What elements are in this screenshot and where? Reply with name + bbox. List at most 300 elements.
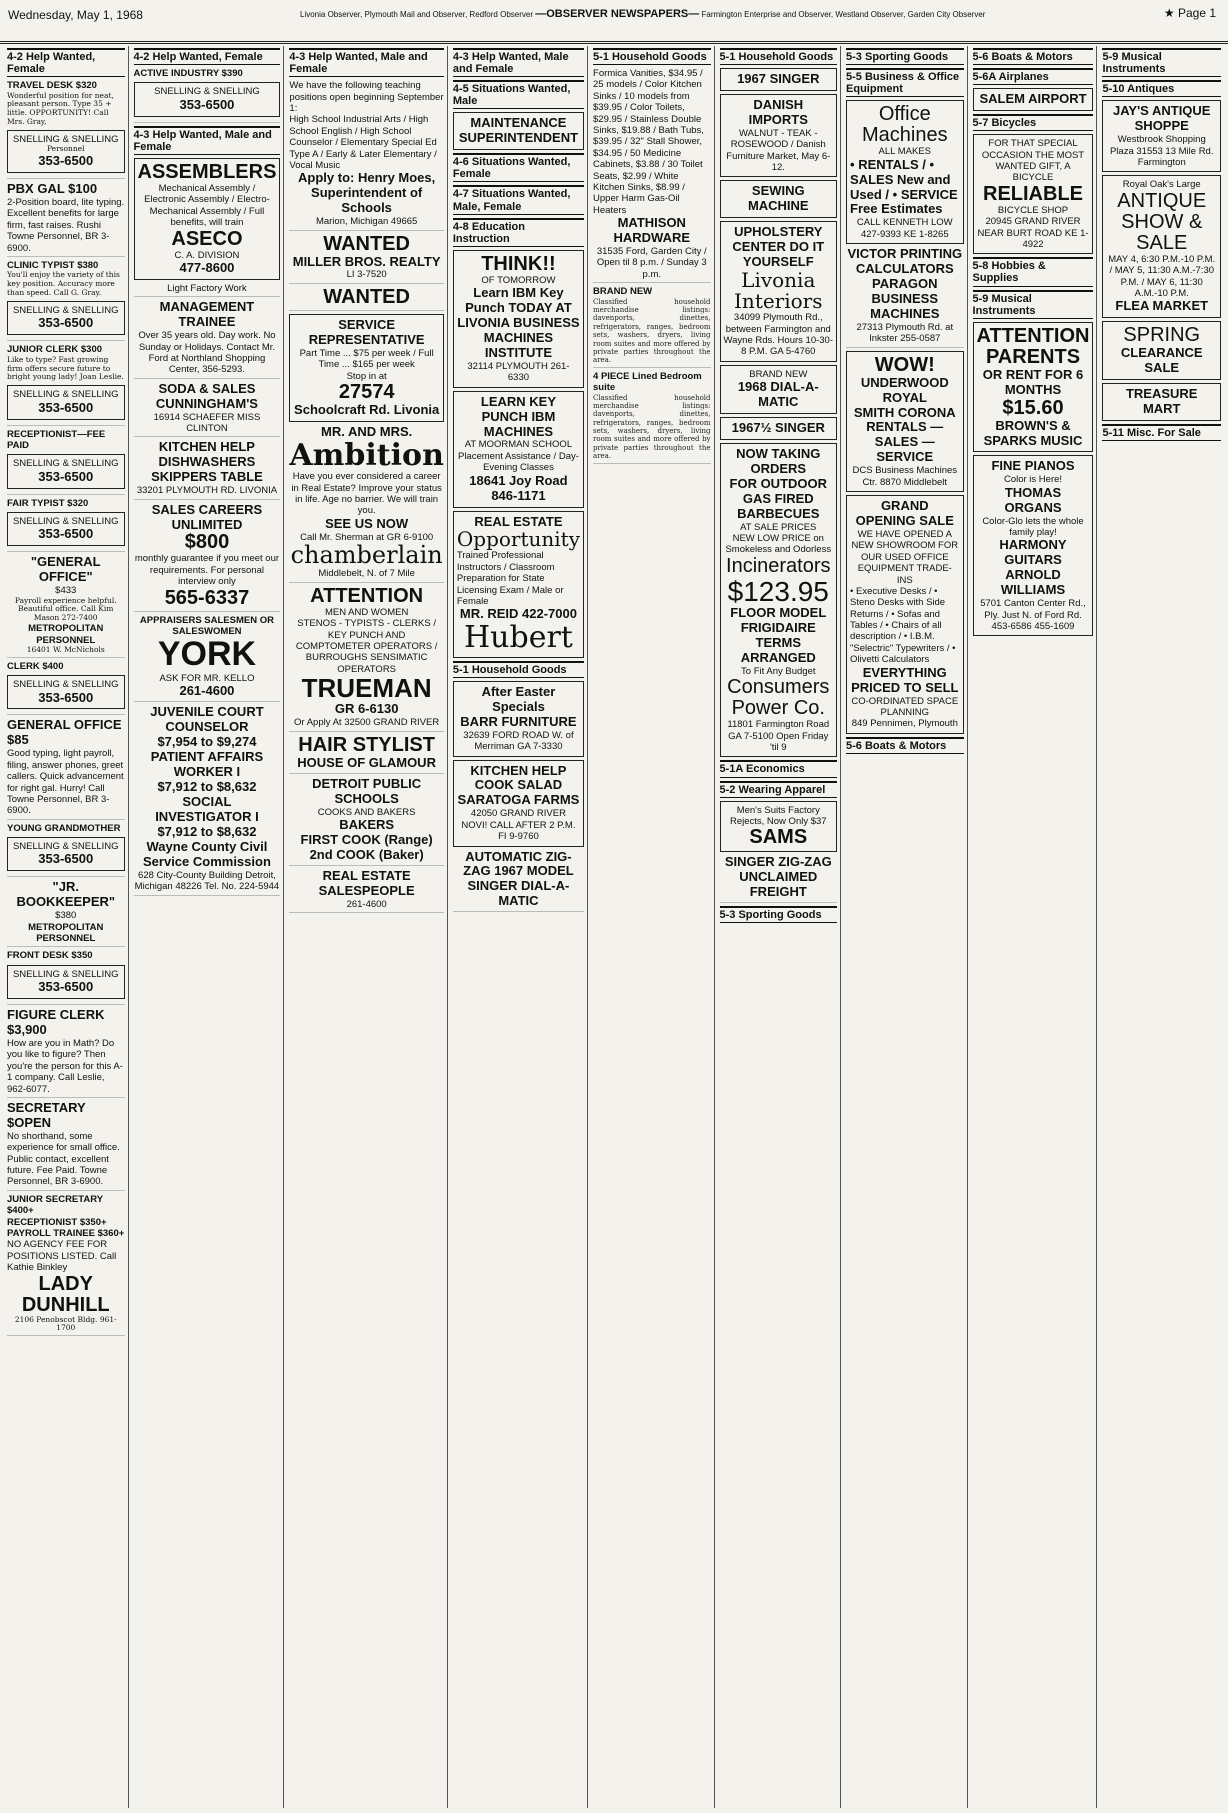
classified-ad: [7, 555, 125, 657]
ad-title: VICTOR PRINTING CALCULATORS: [847, 246, 963, 277]
section-heading: 5-10 Antiques: [1102, 80, 1221, 97]
section-heading: 5-3 Sporting Goods: [846, 48, 964, 65]
company-address: 33201 PLYMOUTH RD. LIVONIA: [136, 485, 278, 497]
classified-ad: [1102, 321, 1221, 380]
ad-sub: AT SALE PRICES: [740, 521, 817, 533]
ad-sub: RENTALS — SALES — SERVICE: [866, 419, 944, 465]
agency-name: SNELLING & SNELLING: [154, 86, 260, 98]
classified-ad: [453, 681, 584, 757]
classified-ad: [7, 182, 125, 257]
job-title: BAKERS: [339, 816, 395, 832]
brand-name: HARMONY GUITARS: [999, 537, 1067, 568]
ad-price: $800: [184, 531, 230, 554]
ad-title: GRAND OPENING SALE: [855, 498, 954, 529]
ad-title: WANTED: [323, 232, 410, 255]
classified-ad: [720, 68, 838, 91]
ad-body: STENOS - TYPISTS - CLERKS / KEY PUNCH AND COMPTOMETER OPERATORS / BURROUGHS SENSIMATIC OPERATORS: [295, 618, 438, 675]
ad-dates: MAY 4, 6:30 P.M.-10 P.M. / MAY 5, 11:30 A.M.-7:30 P.M. / MAY 6, 11:30 A.M.-10 P.M.: [1108, 253, 1216, 299]
ad-sub: OR RENT FOR 6 MONTHS: [982, 366, 1084, 397]
section-heading: 4-3 Help Wanted, Male and Female: [453, 48, 584, 77]
section-heading: 5-1 Household Goods: [720, 48, 838, 65]
ad-title: ATTENTION: [310, 584, 424, 607]
section-heading: 4-6 Situations Wanted, Female: [453, 153, 584, 182]
ad-title: Men's Suits Factory Rejects, Now Only $37: [729, 804, 827, 828]
section-heading: 5-6 Boats & Motors: [973, 48, 1094, 65]
classified-ad: [720, 801, 838, 853]
classified-ad: [134, 158, 281, 280]
section-heading: 4-3 Help Wanted, Male and Female: [289, 48, 443, 77]
classified-ad: [453, 391, 584, 508]
company-address: 31535 Ford, Garden City / Open til 8 p.m. / Sunday 3 p.m.: [596, 246, 707, 280]
section-heading: 5-9 Musical Instruments: [973, 290, 1094, 319]
company-name: CUNNINGHAM'S: [155, 395, 258, 411]
company-name: BARR FURNITURE: [460, 713, 577, 729]
agency-address: 16401 W. McNichols: [26, 644, 105, 654]
ad-kicker: NOW TAKING ORDERS: [736, 445, 821, 476]
company-sub: C. A. DIVISION: [174, 249, 240, 261]
ad-title: FOR OUTDOOR GAS FIRED BARBECUES: [729, 475, 828, 521]
agency-phone: 353-6500: [38, 468, 94, 484]
classified-ad: [720, 855, 838, 903]
ad-kicker: MR. AND MRS.: [321, 423, 413, 439]
papers-right: Farmington Enterprise and Observer, Westland Observer, Garden City Observer: [701, 10, 986, 19]
ad-title: MANAGEMENT TRAINEE: [159, 299, 255, 330]
section-heading: 5-11 Misc. For Sale: [1102, 424, 1221, 441]
column-9: [1099, 46, 1224, 1808]
agency-phone: 353-6500: [38, 689, 94, 705]
ad-body: Wonderful position for neat, pleasant person. Type 35 + little. OPPORTUNITY! Call Mrs. Gray,: [7, 90, 114, 127]
ad-body: FOR THAT SPECIAL OCCASION THE MOST WANTED GIFT, A BICYCLE: [981, 138, 1085, 184]
classified-ad: [846, 495, 964, 734]
ad-title: PAYROLL TRAINEE $360+: [7, 1228, 125, 1240]
ad-contact: Apply to: Henry Moes, Superintendent of Schools: [298, 170, 436, 216]
classified-ad: [973, 134, 1094, 254]
classified-ad: [593, 286, 711, 368]
classified-ad: [7, 823, 125, 878]
ad-title: 4 PIECE Lined Bedroom suite: [593, 370, 702, 394]
ad-title: SALES CAREERS UNLIMITED: [151, 501, 263, 532]
ad-body: Over 35 years old. Day work. No Sunday or Holidays. Contact Mr. Ford at Northland Shopping Center, 356-5293.: [138, 330, 276, 376]
ad-phone: 261-4600: [346, 898, 387, 910]
classified-ad: [973, 88, 1094, 111]
ad-title: Opportunity: [456, 527, 581, 552]
company-name: YORK: [157, 635, 257, 674]
ad-title: KITCHEN HELP COOK SALAD: [470, 762, 567, 793]
ad-address: Schoolcraft Rd. Livonia: [294, 401, 440, 417]
ad-title: SPRING: [1123, 324, 1201, 347]
job-title: PATIENT AFFAIRS WORKER I: [150, 749, 264, 780]
section-heading: 5-6A Airplanes: [973, 68, 1094, 85]
classified-ad: [7, 661, 125, 716]
ad-title: Light Factory Work: [167, 282, 247, 294]
job-pay: $7,912 to $8,632: [157, 779, 257, 795]
brand-name: ROYAL: [882, 389, 927, 405]
ad-title: Incinerators: [726, 554, 831, 577]
classified-ad: [289, 80, 443, 230]
classified-ad: [134, 68, 281, 123]
company-address: 42050 GRAND RIVER NOVI! CALL AFTER 2 P.M. FI 9-9760: [461, 808, 576, 843]
ad-title: FINE PIANOS: [991, 458, 1075, 474]
ad-title: CLINIC TYPIST $380: [7, 260, 99, 272]
classified-ad: [289, 777, 443, 866]
section-heading: 4-3 Help Wanted, Male and Female: [134, 126, 281, 155]
company-sub: BICYCLE SHOP: [997, 204, 1069, 216]
section-heading: 5-2 Wearing Apparel: [720, 781, 838, 798]
ad-title: SECRETARY $OPEN: [7, 1100, 86, 1130]
ad-title: APPRAISERS SALESMEN OR SALESWOMEN: [139, 614, 274, 638]
ad-note: NO AGENCY FEE FOR POSITIONS LISTED. Call Kathie Binkley: [7, 1239, 117, 1274]
company-name: SARATOGA FARMS: [457, 792, 580, 808]
ad-title: LEARN KEY PUNCH IBM MACHINES: [480, 393, 556, 439]
classified-ad: [973, 322, 1094, 453]
ad-terms-sub: To Fit Any Budget: [741, 665, 816, 677]
ad-phone: 565-6337: [164, 586, 250, 609]
section-heading: 5-8 Hobbies & Supplies: [973, 257, 1094, 286]
ad-contact: ASK FOR MR. KELLO: [159, 673, 255, 685]
company-name: ASECO: [171, 227, 243, 250]
classified-ad: [593, 371, 711, 464]
company-address: DCS Business Machines Ctr. 8870 Middlebelt: [852, 465, 958, 488]
classified-ad: [289, 869, 443, 913]
agency-name: SNELLING & SNELLING: [12, 968, 119, 980]
agency-name: METROPOLITAN PERSONNEL: [28, 921, 104, 945]
agency-name: SNELLING & SNELLING: [12, 679, 119, 691]
ad-title: BRAND NEW: [593, 286, 653, 298]
job-title: FIRST COOK (Range): [300, 831, 433, 847]
classified-ad: [973, 455, 1094, 636]
section-heading: 5-3 Sporting Goods: [720, 906, 838, 923]
ad-title: ATTENTION PARENTS: [976, 324, 1090, 368]
ad-title: SINGER ZIG-ZAG: [724, 854, 832, 870]
ad-body: Like to type? Fast growing firm offers secure future to bright young lady! Joan Leslie.: [7, 354, 124, 382]
company-phone: 453-6586 455-1609: [991, 620, 1075, 632]
classified-ad: [7, 1008, 125, 1098]
job-pay: $7,912 to $8,632: [157, 823, 257, 839]
classified-ad: [134, 283, 281, 297]
ad-address: Marion, Michigan 49665: [315, 216, 418, 228]
column-5: [590, 46, 715, 1808]
company-name: RELIABLE: [983, 182, 1083, 205]
agency-phone: 353-6500: [38, 399, 94, 415]
ad-title: AUTOMATIC ZIG-ZAG 1967 MODEL: [463, 848, 574, 879]
ad-title: TREASURE MART: [1125, 386, 1198, 417]
section-heading: 5-1A Economics: [720, 760, 838, 777]
ad-body: Have you ever considered a career in Real Estate? Improve your status in life. Age no barrier. We will train you.: [291, 471, 442, 517]
price-list: Formica Vanities, $34.95 / 25 models / Color Kitchen Sinks / 10 models from $39.95 / Color Toilets, $29.95 / Stainless Double Sinks, $19.88 / Bath Tubs, $39.95 / 32" Stall Shower, $34.95 / 50 Medicine Cabinets, $3.88 / 30 Toilet Seats, $2.99 / White Kitchen Sinks, $8.99 / Upper Harm Gas-Oil Heaters: [593, 68, 704, 216]
classified-ad: [134, 503, 281, 612]
section-heading: 5-1 Household Goods: [453, 661, 584, 678]
agency-phone: 353-6500: [38, 315, 94, 331]
column-6: [717, 46, 842, 1808]
ad-price: $380: [55, 910, 77, 922]
ad-pay: Part Time ... $75 per week / Full Time ... $165 per week: [299, 347, 434, 371]
company-name: MATHISON HARDWARE: [613, 215, 691, 246]
agency-name: SNELLING & SNELLING: [12, 458, 119, 470]
ad-sub: MEN AND WOMEN: [324, 606, 409, 618]
agency-name: SNELLING & SNELLING: [12, 133, 119, 145]
ad-body: Placement Assistance / Day-Evening Classes: [457, 450, 579, 474]
papers-line: [300, 8, 990, 20]
ad-title: KITCHEN HELP DISHWASHERS: [158, 439, 256, 470]
section-heading: 5-9 Musical Instruments: [1102, 48, 1221, 77]
classified-ad: [289, 735, 443, 774]
ad-intro: We have the following teaching positions open beginning September 1:: [289, 80, 444, 114]
ad-body: Payroll experience helpful. Beautiful office. Call Kim Mason 272-7400: [14, 595, 117, 623]
company-address: Middlebelt, N. of 7 Mile: [318, 568, 415, 580]
papers-left: Livonia Observer, Plymouth Mail and Observer, Redford Observer: [300, 10, 533, 19]
ad-body: WALNUT - TEAK - ROSEWOOD / Danish Furniture Market, May 6-12.: [726, 127, 831, 174]
company-address: 11801 Farmington Road GA 7-5100 Open Friday 'til 9: [727, 719, 830, 754]
brand-name: —OBSERVER NEWSPAPERS—: [535, 8, 700, 20]
classified-columns: [4, 46, 1224, 1808]
company-phone: 477-8600: [179, 259, 235, 275]
company-name: Consumers Power Co.: [727, 676, 830, 720]
classified-ad: [593, 68, 711, 283]
ad-body: Learn IBM Key Punch TODAY AT: [465, 285, 572, 316]
classified-ad: [7, 429, 125, 495]
ad-title: SERVICE REPRESENTATIVE: [308, 316, 425, 347]
ad-title: 1967 SINGER: [737, 71, 820, 87]
masthead: [0, 0, 1228, 44]
classified-ad: [846, 100, 964, 244]
ad-title: ASSEMBLERS: [137, 161, 277, 183]
ad-title: JUNIOR CLERK $300: [7, 344, 103, 356]
ad-title: WOW!: [874, 353, 935, 376]
ad-title: SODA & SALES: [158, 380, 256, 396]
company-name: HOUSE OF GLAMOUR: [297, 754, 436, 770]
classified-ad: [846, 351, 964, 492]
ad-price: $15.60: [1002, 396, 1064, 419]
ad-body: How are you in Math? Do you like to figure? Then you're the person for this A-1 company. Call Leslie, 962-6077.: [7, 1038, 123, 1095]
ad-title: "GENERAL OFFICE": [30, 554, 101, 585]
classified-ad: [453, 760, 584, 847]
company-name: AT MOORMAN SCHOOL: [464, 439, 573, 451]
company-address: 18641 Joy Road 846-1171: [469, 472, 568, 503]
agency-phone: 353-6500: [38, 526, 94, 542]
ad-kicker: BRAND NEW: [749, 368, 808, 380]
column-3: [286, 46, 447, 1808]
ad-body: Trained Professional Instructors / Classroom Preparation for State Licensing Exam / Male or Female: [456, 550, 564, 608]
classified-ad: [1102, 175, 1221, 318]
ad-title: YOUNG GRANDMOTHER: [7, 822, 121, 834]
ad-title: 1967½ SINGER: [731, 419, 825, 435]
ad-sub: FLEA MARKET: [1115, 298, 1209, 314]
classified-ad: [453, 250, 584, 388]
ad-title: MAINTENANCE SUPERINTENDENT: [458, 115, 579, 146]
ad-body: Mechanical Assembly / Electronic Assembly / Electro-Mechanical Assembly / Full benefits, will train: [144, 183, 270, 229]
ad-number: 27574: [338, 380, 395, 403]
classified-ad: [7, 718, 125, 819]
ad-terms: TERMS ARRANGED: [740, 635, 816, 665]
issue-date: Wednesday, May 1, 1968: [8, 8, 143, 22]
company-address: 849 Pennimen, Plymouth: [851, 718, 958, 730]
page-number: ★ Page 1: [1163, 6, 1216, 20]
company-name: LIVONIA BUSINESS MACHINES INSTITUTE: [457, 315, 580, 360]
classified-ad: [134, 440, 281, 499]
section-heading: 4-8 Education Instruction: [453, 218, 584, 247]
ad-contact: Call Mr. Sherman at GR 6-9100: [300, 531, 434, 543]
ad-body: monthly guarantee if you meet our requirements. For personal interview only: [134, 553, 280, 588]
column-4: [450, 46, 588, 1808]
company-name: TRUEMAN: [301, 673, 432, 704]
classified-ad: [453, 112, 584, 150]
classified-ad: [7, 80, 125, 179]
ad-body: 2-Position board, lite typing. Excellent benefits for large firm, fast raises. Rushi Towne Personnel, BR 3-6900.: [7, 197, 125, 254]
ad-body: No shorthand, some experience for small office. Public contact, excellent future. Fee Paid. Towne Personnel, BR 3-6900.: [7, 1130, 120, 1188]
column-2: [131, 46, 285, 1808]
agency-phone: 353-6500: [179, 96, 235, 112]
ad-cta: EVERYTHING PRICED TO SELL: [851, 664, 959, 695]
company-address: 20945 GRAND RIVER NEAR BURT ROAD KE 1-4922: [977, 216, 1089, 250]
ad-sub: COOKS AND BAKERS: [317, 806, 416, 818]
section-heading: 5-7 Bicycles: [973, 114, 1094, 131]
classified-ad: [134, 615, 281, 703]
ad-body: Classified household merchandise listings: davenports, dinettes, refrigerators, ranges, bedroom sets, washers, dryers, living room suites and more offered by private parties throughout the area.: [593, 297, 711, 365]
ad-title: FIGURE CLERK $3,900: [7, 1007, 105, 1038]
column-7: [843, 46, 968, 1808]
brand-name: SMITH CORONA: [853, 404, 956, 420]
ad-kicker: Royal Oak's Large: [1122, 179, 1201, 191]
classified-ad: [720, 417, 838, 440]
classified-ad: [453, 850, 584, 913]
ad-body: Good typing, light payroll, filing, answer phones, greet callers. Quick advancement for right gal. Hurry! Call Towne Personnel, BR 3-6900.: [7, 748, 124, 817]
classified-ad: [289, 586, 443, 732]
agency-phone: 353-6500: [38, 979, 94, 995]
ad-body: High School Industrial Arts / High School English / High School Counselor / Elementary Special Ed Type A / Early & Later Elementary / Vocal Music: [289, 114, 437, 171]
ad-body: Classified household merchandise listings: davenports, dinettes, refrigerators, ranges, bedroom sets, washers, dryers, living room suites and more offered by private parties throughout the area.: [593, 393, 711, 461]
company-name: BROWN'S & SPARKS MUSIC: [983, 417, 1083, 448]
ad-title: CLERK $400: [7, 660, 64, 672]
ad-body: WE HAVE OPENED A NEW SHOWROOM FOR OUR USED OFFICE EQUIPMENT TRADE-INS: [851, 528, 959, 586]
ad-title: SINGER DIAL-A-MATIC: [467, 878, 570, 909]
ad-contact: MR. REID 422-7000: [459, 606, 577, 622]
agency-phone: 353-6500: [38, 851, 94, 867]
company-address: 34099 Plymouth Rd., between Farmington and Wayne Rds. Hours 10-30-8 P.M. GA 5-4760: [723, 312, 833, 358]
ad-title: Ambition: [289, 437, 444, 473]
classified-ad: [289, 234, 443, 284]
classified-ad: [7, 344, 125, 425]
ad-stop: Stop in at: [346, 370, 387, 382]
agency-name: SNELLING & SNELLING: [12, 304, 119, 316]
classified-ad: [720, 221, 838, 361]
section-heading: 5-5 Business & Office Equipment: [846, 68, 964, 97]
ad-title: 1968 DIAL-A-MATIC: [737, 379, 819, 410]
ad-title: DANISH IMPORTS: [748, 97, 808, 127]
classified-ad: [7, 498, 125, 553]
classified-ad: [720, 443, 838, 758]
classified-ad: [453, 511, 584, 658]
company-name: ARNOLD WILLIAMS: [1000, 567, 1066, 598]
classified-ad: [289, 314, 443, 422]
ad-title: UPHOLSTERY CENTER DO IT YOURSELF: [732, 224, 825, 270]
ad-sub: FLOOR MODEL FRIGIDAIRE: [730, 605, 827, 636]
section-heading: 4-7 Situations Wanted, Male, Female: [453, 185, 584, 214]
agency-name: SNELLING & SNELLING: [12, 841, 119, 853]
classified-ad: [7, 1194, 125, 1336]
company-name: JAY'S ANTIQUE SHOPPE: [1112, 103, 1211, 134]
ad-title: HAIR STYLIST: [298, 733, 435, 756]
classified-ad: [289, 425, 443, 583]
ad-price: $433: [55, 585, 77, 597]
ad-title: Office Machines: [861, 103, 948, 147]
ad-title: FAIR TYPIST $320: [7, 497, 89, 509]
company-address: 16914 SCHAEFER MISS CLINTON: [153, 411, 261, 434]
section-heading: 5-6 Boats & Motors: [846, 737, 964, 754]
ad-title: ANTIQUE SHOW & SALE: [1117, 189, 1207, 254]
classified-ad: [1102, 100, 1221, 172]
agency-name: SNELLING & SNELLING: [12, 389, 119, 401]
classified-ad: [7, 260, 125, 341]
ad-price: $123.95: [727, 575, 829, 607]
ad-title: REAL ESTATE SALESPEOPLE: [318, 867, 415, 898]
job-title: 2nd COOK (Baker): [309, 846, 424, 862]
classified-ad: [1102, 383, 1221, 421]
ad-title: DETROIT PUBLIC SCHOOLS: [312, 775, 422, 806]
company-address: 32639 FORD ROAD W. of Merriman GA 7-3330: [463, 729, 574, 753]
company-phone: LI 3-7520: [346, 269, 387, 281]
agency-name: SNELLING & SNELLING: [12, 516, 119, 528]
brand-name: UNDERWOOD: [860, 374, 949, 390]
classified-ad: [134, 300, 281, 378]
company-phone: GR 6-6130: [334, 701, 399, 717]
ad-body: • RENTALS / • SALES New and Used / • SERVICE Free Estimates: [850, 156, 958, 217]
ad-title: JUNIOR SECRETARY $400+: [7, 1193, 103, 1217]
classified-ad: [720, 94, 838, 177]
agency-address: 2106 Penobscot Bldg. 961-1700: [14, 1314, 117, 1333]
ad-title: RECEPTIONIST $350+: [7, 1216, 107, 1228]
section-heading: 4-5 Situations Wanted, Male: [453, 80, 584, 109]
company-address: Westbrook Shopping Plaza 31553 13 Mile Rd. Farmington: [1109, 134, 1214, 168]
ad-kicker: REAL ESTATE: [474, 513, 563, 529]
company-address: 5701 Canton Center Rd., Ply. Just N. of Ford Rd.: [980, 598, 1086, 621]
ad-sub: CLEARANCE SALE: [1120, 345, 1203, 376]
ad-sub: UNCLAIMED FREIGHT: [739, 869, 818, 900]
classified-ad: [289, 287, 443, 311]
ad-title: After Easter Specials: [481, 683, 556, 714]
job-title: SOCIAL INVESTIGATOR I: [155, 794, 259, 824]
ad-contact: CALL KENNETH LOW: [856, 217, 953, 229]
ad-title: "JR. BOOKKEEPER": [16, 879, 116, 910]
company-address: 32114 PLYMOUTH 261-6330: [467, 360, 570, 384]
ad-title: PBX GAL $100: [7, 181, 98, 197]
ad-sub: Color is Here!: [1003, 474, 1063, 486]
ad-body: You'll enjoy the variety of this key position. Accuracy more than speed. Call G. Gray.: [7, 270, 120, 298]
ad-title: SALEM AIRPORT: [979, 91, 1087, 107]
classified-ad: [846, 247, 964, 347]
company-name: PARAGON BUSINESS MACHINES: [870, 276, 940, 321]
agency-name: LADY DUNHILL: [21, 1272, 110, 1316]
ad-phone: 261-4600: [179, 683, 235, 699]
section-heading: 5-1 Household Goods: [593, 48, 711, 65]
classified-ad: [720, 180, 838, 218]
agency-sub: Personnel: [46, 144, 85, 154]
ad-cta: SEE US NOW: [325, 515, 409, 531]
company-name: SKIPPERS TABLE: [151, 469, 263, 485]
company-address: 27313 Plymouth Rd. at Inkster 255-0587: [856, 321, 954, 345]
ad-title: WANTED: [323, 285, 410, 308]
column-1: [4, 46, 129, 1808]
classified-ad: [134, 382, 281, 438]
classified-ad: [720, 365, 838, 414]
job-pay: $7,954 to $9,274: [157, 734, 257, 750]
ad-sub: ALL MAKES: [878, 146, 931, 158]
company-name: Livonia Interiors: [734, 268, 823, 314]
section-heading: 4-2 Help Wanted, Female: [7, 48, 125, 77]
ad-title: ACTIVE INDUSTRY $390: [133, 68, 243, 80]
ad-phone: 427-9393 KE 1-8265: [860, 228, 949, 240]
ad-title: TRAVEL DESK $320: [7, 80, 97, 92]
column-8: [970, 46, 1098, 1808]
